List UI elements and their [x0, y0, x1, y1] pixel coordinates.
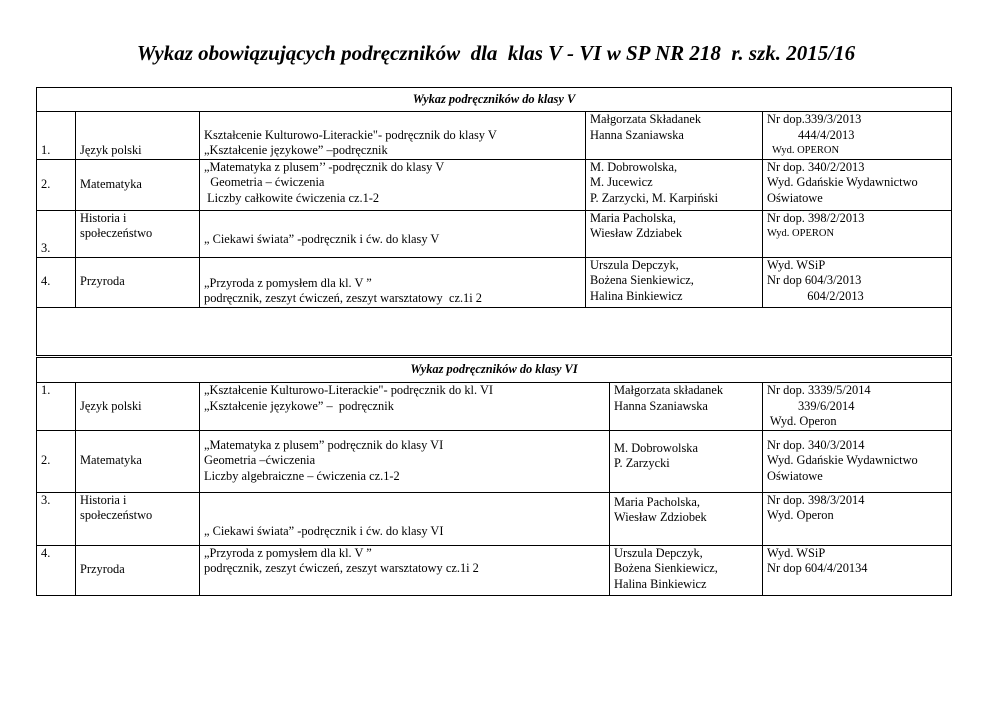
approval-cell: Nr dop.339/3/2013 444/4/2013 Wyd. OPERON: [763, 112, 952, 160]
row-number: 2.: [37, 430, 76, 492]
book-cell: „Przyroda z pomysłem dla kl. V ” podręcznik, zeszyt ćwiczeń, zeszyt warsztatowy cz.1i 2: [200, 257, 586, 307]
authors-cell: Maria Pacholska, Wiesław Zdziabek: [586, 210, 763, 257]
authors-cell: M. Dobrowolska, M. Jucewicz P. Zarzycki, M. Karpiński: [586, 159, 763, 210]
table-row: [37, 159, 952, 210]
document-title: Wykaz obowiązujących podręczników dla klas V - VI w SP NR 218 r. szk. 2015/16: [136, 41, 856, 65]
class6-section-title: Wykaz podręczników do klasy VI: [37, 358, 952, 383]
row-number: 1.: [37, 383, 76, 431]
table-row: [37, 492, 952, 545]
authors-cell: Maria Pacholska, Wiesław Zdziobek: [610, 492, 763, 545]
subject-cell: Historia i społeczeństwo: [76, 492, 200, 545]
approval-cell: Nr dop. 398/2/2013 Wyd. OPERON: [763, 210, 952, 257]
approval-cell: Wyd. WSiP Nr dop 604/3/2013 604/2/2013: [763, 257, 952, 307]
authors-cell: Urszula Depczyk, Bożena Sienkiewicz, Halina Binkiewicz: [610, 545, 763, 595]
class5-table: [36, 87, 952, 356]
subject-cell: Matematyka: [76, 430, 200, 492]
row-number: 2.: [37, 159, 76, 210]
approval-cell: Nr dop. 3339/5/2014 339/6/2014 Wyd. Operon: [763, 383, 952, 431]
table-row: [37, 383, 952, 431]
book-cell: „ Ciekawi świata” -podręcznik i ćw. do klasy V: [200, 210, 586, 257]
approval-cell: Nr dop. 340/2/2013 Wyd. Gdańskie Wydawnictwo Oświatowe: [763, 159, 952, 210]
table-row: [37, 545, 952, 595]
table-row: [37, 307, 952, 355]
table-row: [37, 430, 952, 492]
subject-cell: Historia i społeczeństwo: [76, 210, 200, 257]
table-row: [37, 112, 952, 160]
subject-cell: Przyroda: [76, 545, 200, 595]
authors-cell: Urszula Depczyk, Bożena Sienkiewicz, Halina Binkiewicz: [586, 257, 763, 307]
row-number: 1.: [37, 112, 76, 160]
row-number: 3.: [37, 492, 76, 545]
class5-section-title: Wykaz podręczników do klasy V: [37, 88, 952, 112]
class6-table: [36, 357, 952, 596]
subject-cell: Przyroda: [76, 257, 200, 307]
authors-cell: Małgorzata składanek Hanna Szaniawska: [610, 383, 763, 431]
row-number: 4.: [37, 545, 76, 595]
subject-cell: Język polski: [76, 383, 200, 431]
book-cell: „Matematyka z plusem” podręcznik do klasy VI Geometria –ćwiczenia Liczby algebraiczne – ćwiczenia cz.1-2: [200, 430, 610, 492]
book-cell: „Kształcenie Kulturowo-Literackie"- podręcznik do kl. VI „Kształcenie językowe” – podręcznik: [200, 383, 610, 431]
approval-cell: Nr dop. 398/3/2014 Wyd. Operon: [763, 492, 952, 545]
book-cell: Kształcenie Kulturowo-Literackie"- podręcznik do klasy V „Kształcenie językowe” –podręcznik: [200, 112, 586, 160]
row-number: 3.: [37, 210, 76, 257]
row-number: 4.: [37, 257, 76, 307]
subject-cell: Język polski: [76, 112, 200, 160]
book-cell: „Przyroda z pomysłem dla kl. V ” podręcznik, zeszyt ćwiczeń, zeszyt warsztatowy cz.1i 2: [200, 545, 610, 595]
table-row: [37, 257, 952, 307]
book-cell: „ Ciekawi świata” -podręcznik i ćw. do klasy VI: [200, 492, 610, 545]
authors-cell: Małgorzata Składanek Hanna Szaniawska: [586, 112, 763, 160]
approval-cell: Nr dop. 340/3/2014 Wyd. Gdańskie Wydawnictwo Oświatowe: [763, 430, 952, 492]
spacer-row: [37, 307, 952, 355]
approval-cell: Wyd. WSiP Nr dop 604/4/20134: [763, 545, 952, 595]
subject-cell: Matematyka: [76, 159, 200, 210]
table-row: [37, 210, 952, 257]
book-cell: „Matematyka z plusem’’ -podręcznik do klasy V Geometria – ćwiczenia Liczby całkowite ćwiczenia cz.1-2: [200, 159, 586, 210]
authors-cell: M. Dobrowolska P. Zarzycki: [610, 430, 763, 492]
